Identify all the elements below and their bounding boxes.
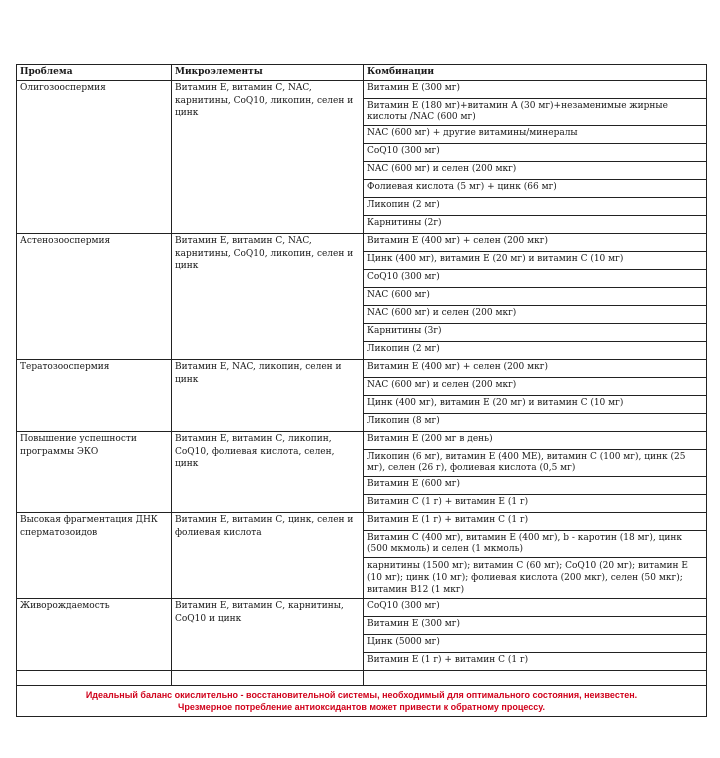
header-microelements: Микроэлементы	[172, 65, 364, 81]
footer-row	[17, 686, 707, 717]
table-row	[17, 432, 707, 450]
combination-cell: NAC (600 мг) и селен (200 мкг)	[364, 378, 707, 396]
table-row	[17, 360, 707, 378]
microelements-cell: Витамин Е, витамин С, NAC, карнитины, CoQ10, ликопин, селен и цинк	[172, 81, 364, 234]
combination-cell: карнитины (1500 мг); витамин С (60 мг); CoQ10 (20 мг); витамин Е (10 мг); цинк (10 мг); фолиевая кислота (200 мкг), селен (50 мкг); витамин В12 (1 мкг)	[364, 558, 707, 599]
combination-cell: Витамин Е (400 мг) + селен (200 мкг)	[364, 234, 707, 252]
problem-cell: Тератозооспермия	[17, 360, 172, 432]
microelements-cell: Витамин Е, витамин С, карнитины, CoQ10 и цинк	[172, 599, 364, 671]
supplement-table-container	[16, 64, 706, 717]
combination-cell: Ликопин (2 мг)	[364, 198, 707, 216]
combination-cell: Цинк (5000 мг)	[364, 635, 707, 653]
combination-cell: Витамин Е (1 г) + витамин С (1 г)	[364, 513, 707, 531]
combination-cell: NAC (600 мг) + другие витамины/минералы	[364, 126, 707, 144]
empty-cell	[172, 671, 364, 686]
empty-cell	[17, 671, 172, 686]
table-body	[17, 81, 707, 717]
combination-cell: Витамин Е (1 г) + витамин С (1 г)	[364, 653, 707, 671]
header-row	[17, 65, 707, 81]
combination-cell: NAC (600 мг) и селен (200 мкг)	[364, 162, 707, 180]
supplement-table	[16, 64, 707, 717]
combination-cell: CoQ10 (300 мг)	[364, 270, 707, 288]
combination-cell: Витамин Е (300 мг)	[364, 81, 707, 99]
combination-cell: Витамин Е (300 мг)	[364, 617, 707, 635]
table-row	[17, 599, 707, 617]
problem-cell: Живорождаемость	[17, 599, 172, 671]
problem-cell: Астенозооспермия	[17, 234, 172, 360]
combination-cell: Фолиевая кислота (5 мг) + цинк (66 мг)	[364, 180, 707, 198]
combination-cell: Цинк (400 мг), витамин Е (20 мг) и витамин С (10 мг)	[364, 252, 707, 270]
combination-cell: Ликопин (2 мг)	[364, 342, 707, 360]
combination-cell: CoQ10 (300 мг)	[364, 144, 707, 162]
footer-note	[17, 686, 707, 717]
footer-line-2: Чрезмерное потребление антиоксидантов может привести к обратному процессу.	[178, 702, 545, 712]
combination-cell: Витамин С (1 г) + витамин Е (1 г)	[364, 495, 707, 513]
empty-cell	[364, 671, 707, 686]
combination-cell: NAC (600 мг)	[364, 288, 707, 306]
problem-cell: Высокая фрагментация ДНК сперматозоидов	[17, 513, 172, 599]
combination-cell: Витамин Е (180 мг)+витамин А (30 мг)+незаменимые жирные кислоты /NAC (600 мг)	[364, 99, 707, 126]
empty-row	[17, 671, 707, 686]
combination-cell: Ликопин (8 мг)	[364, 414, 707, 432]
microelements-cell: Витамин Е, витамин С, NAC, карнитины, CoQ10, ликопин, селен и цинк	[172, 234, 364, 360]
header-combinations: Комбинации	[364, 65, 707, 81]
combination-cell: Витамин Е (600 мг)	[364, 477, 707, 495]
microelements-cell: Витамин Е, NAC, ликопин, селен и цинк	[172, 360, 364, 432]
combination-cell: Ликопин (6 мг), витамин Е (400 МЕ), витамин С (100 мг), цинк (25 мг), селен (26 г), фолиевая кислота (0,5 мг)	[364, 450, 707, 477]
combination-cell: Карнитины (3г)	[364, 324, 707, 342]
footer-line-1: Идеальный баланс окислительно - восстановительной системы, необходимый для оптимального состояния, неизвестен.	[85, 690, 638, 700]
combination-cell: Витамин Е (400 мг) + селен (200 мкг)	[364, 360, 707, 378]
combination-cell: CoQ10 (300 мг)	[364, 599, 707, 617]
microelements-cell: Витамин Е, витамин С, ликопин, CoQ10, фолиевая кислота, селен, цинк	[172, 432, 364, 513]
table-row	[17, 513, 707, 531]
combination-cell: Витамин С (400 мг), витамин Е (400 мг), b - каротин (18 мг), цинк (500 мкмоль) и селен (1 мкмоль)	[364, 531, 707, 558]
table-row	[17, 81, 707, 99]
problem-cell: Повышение успешности программы ЭКО	[17, 432, 172, 513]
microelements-cell: Витамин Е, витамин С, цинк, селен и фолиевая кислота	[172, 513, 364, 599]
header-problem: Проблема	[17, 65, 172, 81]
combination-cell: NAC (600 мг) и селен (200 мкг)	[364, 306, 707, 324]
combination-cell: Карнитины (2г)	[364, 216, 707, 234]
problem-cell: Олигозооспермия	[17, 81, 172, 234]
combination-cell: Цинк (400 мг), витамин Е (20 мг) и витамин С (10 мг)	[364, 396, 707, 414]
combination-cell: Витамин Е (200 мг в день)	[364, 432, 707, 450]
table-row	[17, 234, 707, 252]
